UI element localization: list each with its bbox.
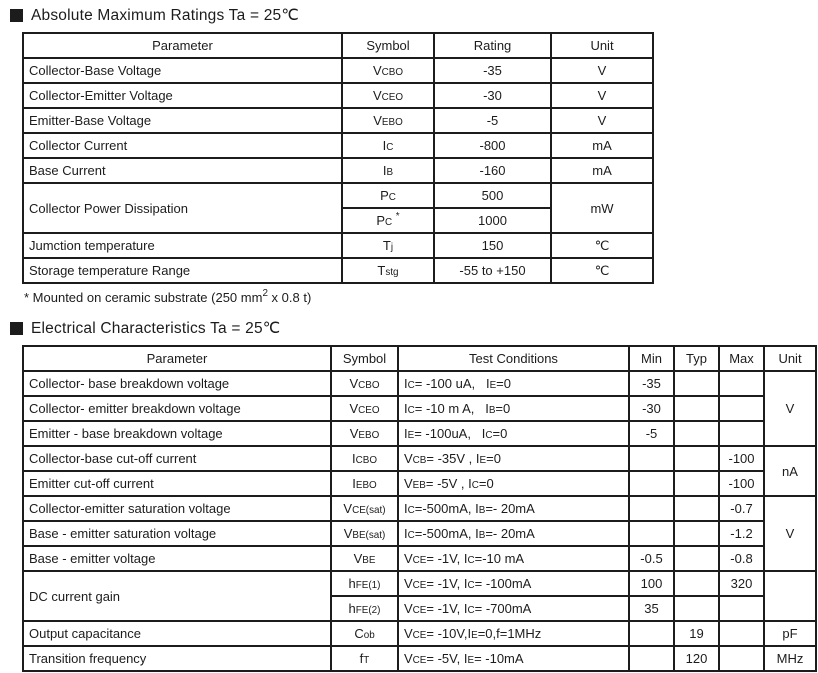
symbol-cell: VCBO [331, 371, 398, 396]
typ-cell [674, 371, 719, 396]
unit-cell: ℃ [551, 258, 653, 283]
typ-cell [674, 496, 719, 521]
col-header-unit: Unit [551, 33, 653, 58]
rating-cell: -160 [434, 158, 551, 183]
symbol-cell: VBE [331, 546, 398, 571]
typ-cell [674, 596, 719, 621]
param-cell: Emitter - base breakdown voltage [23, 421, 331, 446]
min-cell [629, 471, 674, 496]
min-cell: -30 [629, 396, 674, 421]
param-cell: Collector- emitter breakdown voltage [23, 396, 331, 421]
param-cell: Base - emitter saturation voltage [23, 521, 331, 546]
unit-cell: V [551, 83, 653, 108]
rating-cell: -30 [434, 83, 551, 108]
section-bullet-icon [10, 322, 23, 335]
col-header-test-conditions: Test Conditions [398, 346, 629, 371]
table-row [23, 496, 816, 521]
min-cell: -5 [629, 421, 674, 446]
table-row [23, 396, 816, 421]
cond-cell: IC=-500mA, IB=- 20mA [398, 521, 629, 546]
max-cell [719, 421, 764, 446]
min-cell [629, 446, 674, 471]
symbol-cell: fT [331, 646, 398, 671]
col-header-typ: Typ [674, 346, 719, 371]
min-cell: 100 [629, 571, 674, 596]
footnote: * Mounted on ceramic substrate (250 $mm^2$ x 0.8 t) [24, 287, 312, 305]
typ-cell [674, 471, 719, 496]
symbol-cell: hFE(2) [331, 596, 398, 621]
symbol-cell: VCBO [342, 58, 434, 83]
typ-cell [674, 421, 719, 446]
typ-cell: 19 [674, 621, 719, 646]
rating-cell: -55 to +150 [434, 258, 551, 283]
symbol-cell: Cob [331, 621, 398, 646]
typ-cell [674, 521, 719, 546]
col-header-unit: Unit [764, 346, 816, 371]
section-title-text: Absolute Maximum Ratings Ta = 25℃ [31, 7, 299, 24]
unit-cell: nA [764, 446, 816, 496]
min-cell [629, 621, 674, 646]
table-row [23, 183, 653, 208]
table-header-row [23, 346, 816, 371]
param-cell: Collector-emitter saturation voltage [23, 496, 331, 521]
table-row [23, 571, 816, 596]
cond-cell: VCE= -10V,IE=0,f=1MHz [398, 621, 629, 646]
unit-cell: V [764, 371, 816, 446]
unit-cell: mA [551, 133, 653, 158]
unit-cell: V [551, 108, 653, 133]
typ-cell [674, 571, 719, 596]
rating-cell: -800 [434, 133, 551, 158]
max-cell: -1.2 [719, 521, 764, 546]
typ-cell [674, 446, 719, 471]
param-cell: Emitter cut-off current [23, 471, 331, 496]
symbol-cell: hFE(1) [331, 571, 398, 596]
max-cell: -100 [719, 446, 764, 471]
symbol-cell: VCE(sat) [331, 496, 398, 521]
table-row [23, 621, 816, 646]
max-cell: 320 [719, 571, 764, 596]
table-row [23, 58, 653, 83]
symbol-cell: VEBO [342, 108, 434, 133]
param-cell: Collector-Base Voltage [23, 58, 342, 83]
absolute-maximum-ratings-table [22, 32, 654, 284]
unit-cell [764, 571, 816, 621]
max-cell [719, 646, 764, 671]
table-row [23, 158, 653, 183]
param-cell: Base - emitter voltage [23, 546, 331, 571]
max-cell [719, 596, 764, 621]
unit-cell: mW [551, 183, 653, 233]
rating-cell: 1000 [434, 208, 551, 233]
symbol-cell: IC [342, 133, 434, 158]
unit-cell: mA [551, 158, 653, 183]
section-bullet-icon [10, 9, 23, 22]
unit-cell: V [764, 496, 816, 571]
table-row [23, 471, 816, 496]
cond-cell: IC= -10 m A, IB=0 [398, 396, 629, 421]
cond-cell: VEB= -5V , IC=0 [398, 471, 629, 496]
param-cell: Collector-Emitter Voltage [23, 83, 342, 108]
min-cell [629, 646, 674, 671]
table-header-row [23, 33, 653, 58]
param-cell: Transition frequency [23, 646, 331, 671]
cond-cell: VCE= -5V, IE= -10mA [398, 646, 629, 671]
param-cell: Storage temperature Range [23, 258, 342, 283]
unit-cell: V [551, 58, 653, 83]
max-cell: -0.8 [719, 546, 764, 571]
col-header-symbol: Symbol [331, 346, 398, 371]
col-header-rating: Rating [434, 33, 551, 58]
max-cell: -100 [719, 471, 764, 496]
cond-cell: VCE= -1V, IC= -700mA [398, 596, 629, 621]
electrical-characteristics-table [22, 345, 817, 672]
param-cell: Output capacitance [23, 621, 331, 646]
max-cell [719, 371, 764, 396]
symbol-cell: PC * [342, 208, 434, 233]
symbol-cell: ICBO [331, 446, 398, 471]
section-title-absolute-maximum-ratings [10, 6, 818, 25]
param-cell: Collector Current [23, 133, 342, 158]
table-row [23, 258, 653, 283]
col-header-min: Min [629, 346, 674, 371]
cond-cell: VCE= -1V, IC=-10 mA [398, 546, 629, 571]
table-row [23, 646, 816, 671]
table-row [23, 133, 653, 158]
typ-cell [674, 546, 719, 571]
cond-cell: IC= -100 uA, IE=0 [398, 371, 629, 396]
cond-cell: IC=-500mA, IB=- 20mA [398, 496, 629, 521]
param-cell: Jumction temperature [23, 233, 342, 258]
param-cell: Collector Power Dissipation [23, 183, 342, 233]
param-cell: DC current gain [23, 571, 331, 621]
symbol-cell: IEBO [331, 471, 398, 496]
rating-cell: 500 [434, 183, 551, 208]
table-row [23, 421, 816, 446]
min-cell: 35 [629, 596, 674, 621]
symbol-cell: Tj [342, 233, 434, 258]
table-row [23, 446, 816, 471]
symbol-cell: PC [342, 183, 434, 208]
param-cell: Collector- base breakdown voltage [23, 371, 331, 396]
typ-cell [674, 396, 719, 421]
rating-cell: 150 [434, 233, 551, 258]
col-header-symbol: Symbol [342, 33, 434, 58]
param-cell: Collector-base cut-off current [23, 446, 331, 471]
section-title-text: Electrical Characteristics Ta = 25℃ [31, 320, 281, 337]
unit-cell: pF [764, 621, 816, 646]
section-title-electrical-characteristics [10, 319, 818, 338]
cond-cell: VCE= -1V, IC= -100mA [398, 571, 629, 596]
rating-cell: -5 [434, 108, 551, 133]
param-cell: Emitter-Base Voltage [23, 108, 342, 133]
symbol-cell: VCEO [331, 396, 398, 421]
symbol-cell: Tstg [342, 258, 434, 283]
rating-cell: -35 [434, 58, 551, 83]
max-cell: -0.7 [719, 496, 764, 521]
symbol-cell: VEBO [331, 421, 398, 446]
max-cell [719, 396, 764, 421]
table-row [23, 521, 816, 546]
table-row [23, 83, 653, 108]
col-header-max: Max [719, 346, 764, 371]
table-row [23, 546, 816, 571]
symbol-cell: VBE(sat) [331, 521, 398, 546]
col-header-parameter: Parameter [23, 346, 331, 371]
table-row [23, 371, 816, 396]
cond-cell: IE= -100uA, IC=0 [398, 421, 629, 446]
unit-cell: MHz [764, 646, 816, 671]
unit-cell: ℃ [551, 233, 653, 258]
col-header-parameter: Parameter [23, 33, 342, 58]
cond-cell: VCB= -35V , IE=0 [398, 446, 629, 471]
table-row [23, 108, 653, 133]
symbol-cell: VCEO [342, 83, 434, 108]
table-row [23, 233, 653, 258]
param-cell: Base Current [23, 158, 342, 183]
min-cell [629, 496, 674, 521]
max-cell [719, 621, 764, 646]
min-cell: -0.5 [629, 546, 674, 571]
symbol-cell: IB [342, 158, 434, 183]
min-cell [629, 521, 674, 546]
min-cell: -35 [629, 371, 674, 396]
typ-cell: 120 [674, 646, 719, 671]
